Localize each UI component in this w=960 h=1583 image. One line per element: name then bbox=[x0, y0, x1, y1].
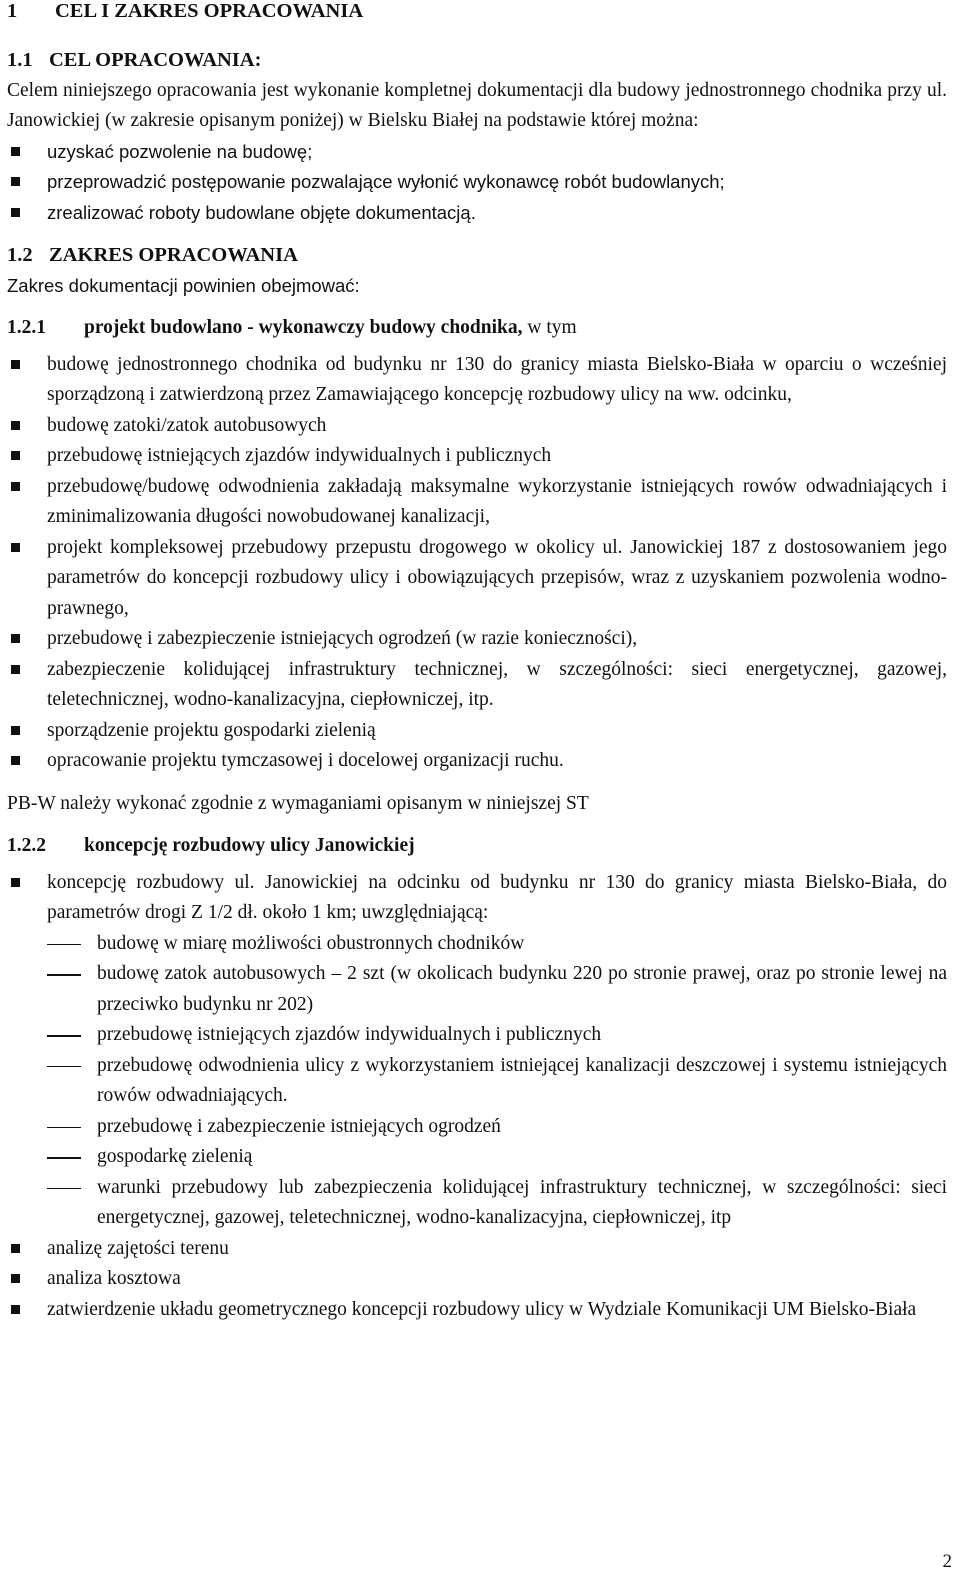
dash-list-item: warunki przebudowy lub zabezpieczenia kolidującej infrastruktury technicznej, w szczególności: sieci energetycznej, gazowej, teletechnicznej, wodno-kanalizacyjna, ciepłowniczej, itp bbox=[7, 1173, 947, 1234]
section-title: CEL I ZAKRES OPRACOWANIA bbox=[55, 0, 364, 22]
section-number: 1.2.2 bbox=[7, 835, 46, 856]
list-item: analiza kosztowa bbox=[7, 1264, 947, 1295]
list-item: sporządzenie projektu gospodarki zielenią bbox=[7, 716, 947, 747]
list-item: zatwierdzenie układu geometrycznego koncepcji rozbudowy ulicy w Wydziale Komunikacji UM Bielsko-Biała bbox=[7, 1295, 947, 1326]
list-item: zabezpieczenie kolidującej infrastruktury technicznej, w szczególności: sieci energetycznej, gazowej, teletechnicznej, wodno-kanalizacyjna, ciepłowniczej, itp. bbox=[7, 655, 947, 716]
section-number: 1.2 bbox=[7, 244, 33, 266]
section-title: ZAKRES OPRACOWANIA bbox=[49, 244, 298, 266]
section-title: projekt budowlano - wykonawczy budowy chodnika, bbox=[84, 317, 523, 338]
dash-list-item: gospodarkę zielenią bbox=[7, 1142, 947, 1173]
goals-list bbox=[7, 137, 947, 229]
list-item: koncepcję rozbudowy ul. Janowickiej na odcinku od budynku nr 130 do granicy miasta Bielsko-Biała, do parametrów drogi Z 1/2 dł. około 1 km; uwzględniającą: bbox=[7, 868, 947, 929]
list-item: projekt kompleksowej przebudowy przepustu drogowego w okolicy ul. Janowickiej 187 z dostosowaniem jego parametrów do koncepcji rozbudowy ulicy i obowiązujących przepisów, wraz z uzyskaniem pozwolenia wodno-prawnego, bbox=[7, 533, 947, 625]
list-item: budowę jednostronnego chodnika od budynku nr 130 do granicy miasta Bielsko-Biała w oparciu o wcześniej sporządzoną i zatwierdzoną przez Zamawiającego koncepcję rozbudowy ulicy na ww. odcinku, bbox=[7, 350, 947, 411]
section-number: 1.1 bbox=[7, 49, 33, 71]
section-1-2-heading bbox=[7, 240, 947, 271]
scope-intro: Zakres dokumentacji powinien obejmować: bbox=[7, 274, 360, 296]
section-title-rest: w tym bbox=[522, 317, 577, 338]
list-item: przeprowadzić postępowanie pozwalające wyłonić wykonawcę robót budowlanych; bbox=[7, 167, 947, 198]
scope-list bbox=[7, 350, 947, 777]
list-item: przebudowę istniejących zjazdów indywidualnych i publicznych bbox=[7, 441, 947, 472]
list-item: uzyskać pozwolenie na budowę; bbox=[7, 137, 947, 168]
list-item: budowę zatoki/zatok autobusowych bbox=[7, 411, 947, 442]
list-item: opracowanie projektu tymczasowej i docelowej organizacji ruchu. bbox=[7, 746, 947, 777]
page-number: 2 bbox=[942, 1550, 952, 1572]
section-1-heading bbox=[7, 0, 947, 27]
dash-list-item: przebudowę odwodnienia ulicy z wykorzystaniem istniejącej kanalizacji deszczowej i systemu istniejących rowów odwadniających. bbox=[7, 1051, 947, 1112]
pbw-note: PB-W należy wykonać zgodnie z wymaganiami opisanym w niniejszej ST bbox=[7, 792, 589, 814]
dash-list-item: przebudowę i zabezpieczenie istniejących ogrodzeń bbox=[7, 1112, 947, 1143]
section-1-2-2-heading bbox=[7, 831, 947, 862]
dash-list-item: budowę w miarę możliwości obustronnych chodników bbox=[7, 929, 947, 960]
document-page bbox=[7, 0, 947, 1325]
section-number: 1.2.1 bbox=[7, 317, 46, 338]
concept-block bbox=[7, 868, 947, 1326]
section-1-1-heading bbox=[7, 45, 947, 76]
dash-list-item: przebudowę istniejących zjazdów indywidualnych i publicznych bbox=[7, 1020, 947, 1051]
intro-paragraph: Celem niniejszego opracowania jest wykonanie kompletnej dokumentacji dla budowy jednostronnego chodnika przy ul. Janowickiej (w zakresie opisanym poniżej) w Bielsku Białej na podstawie której można: bbox=[7, 79, 947, 131]
section-title: CEL OPRACOWANIA: bbox=[49, 49, 262, 71]
section-number: 1 bbox=[7, 0, 18, 22]
dash-list-item: budowę zatok autobusowych – 2 szt (w okolicach budynku 220 po stronie prawej, oraz po stronie lewej na przeciwko budynku nr 202) bbox=[7, 959, 947, 1020]
list-item: przebudowę/budowę odwodnienia zakładają maksymalne wykorzystanie istniejących rowów odwadniających i zminimalizowania długości nowobudowanej kanalizacji, bbox=[7, 472, 947, 533]
section-title: koncepcję rozbudowy ulicy Janowickiej bbox=[84, 835, 415, 856]
list-item: analizę zajętości terenu bbox=[7, 1234, 947, 1265]
list-item: przebudowę i zabezpieczenie istniejących ogrodzeń (w razie konieczności), bbox=[7, 624, 947, 655]
section-1-2-1-heading bbox=[7, 313, 947, 344]
list-item: zrealizować roboty budowlane objęte dokumentacją. bbox=[7, 198, 947, 229]
